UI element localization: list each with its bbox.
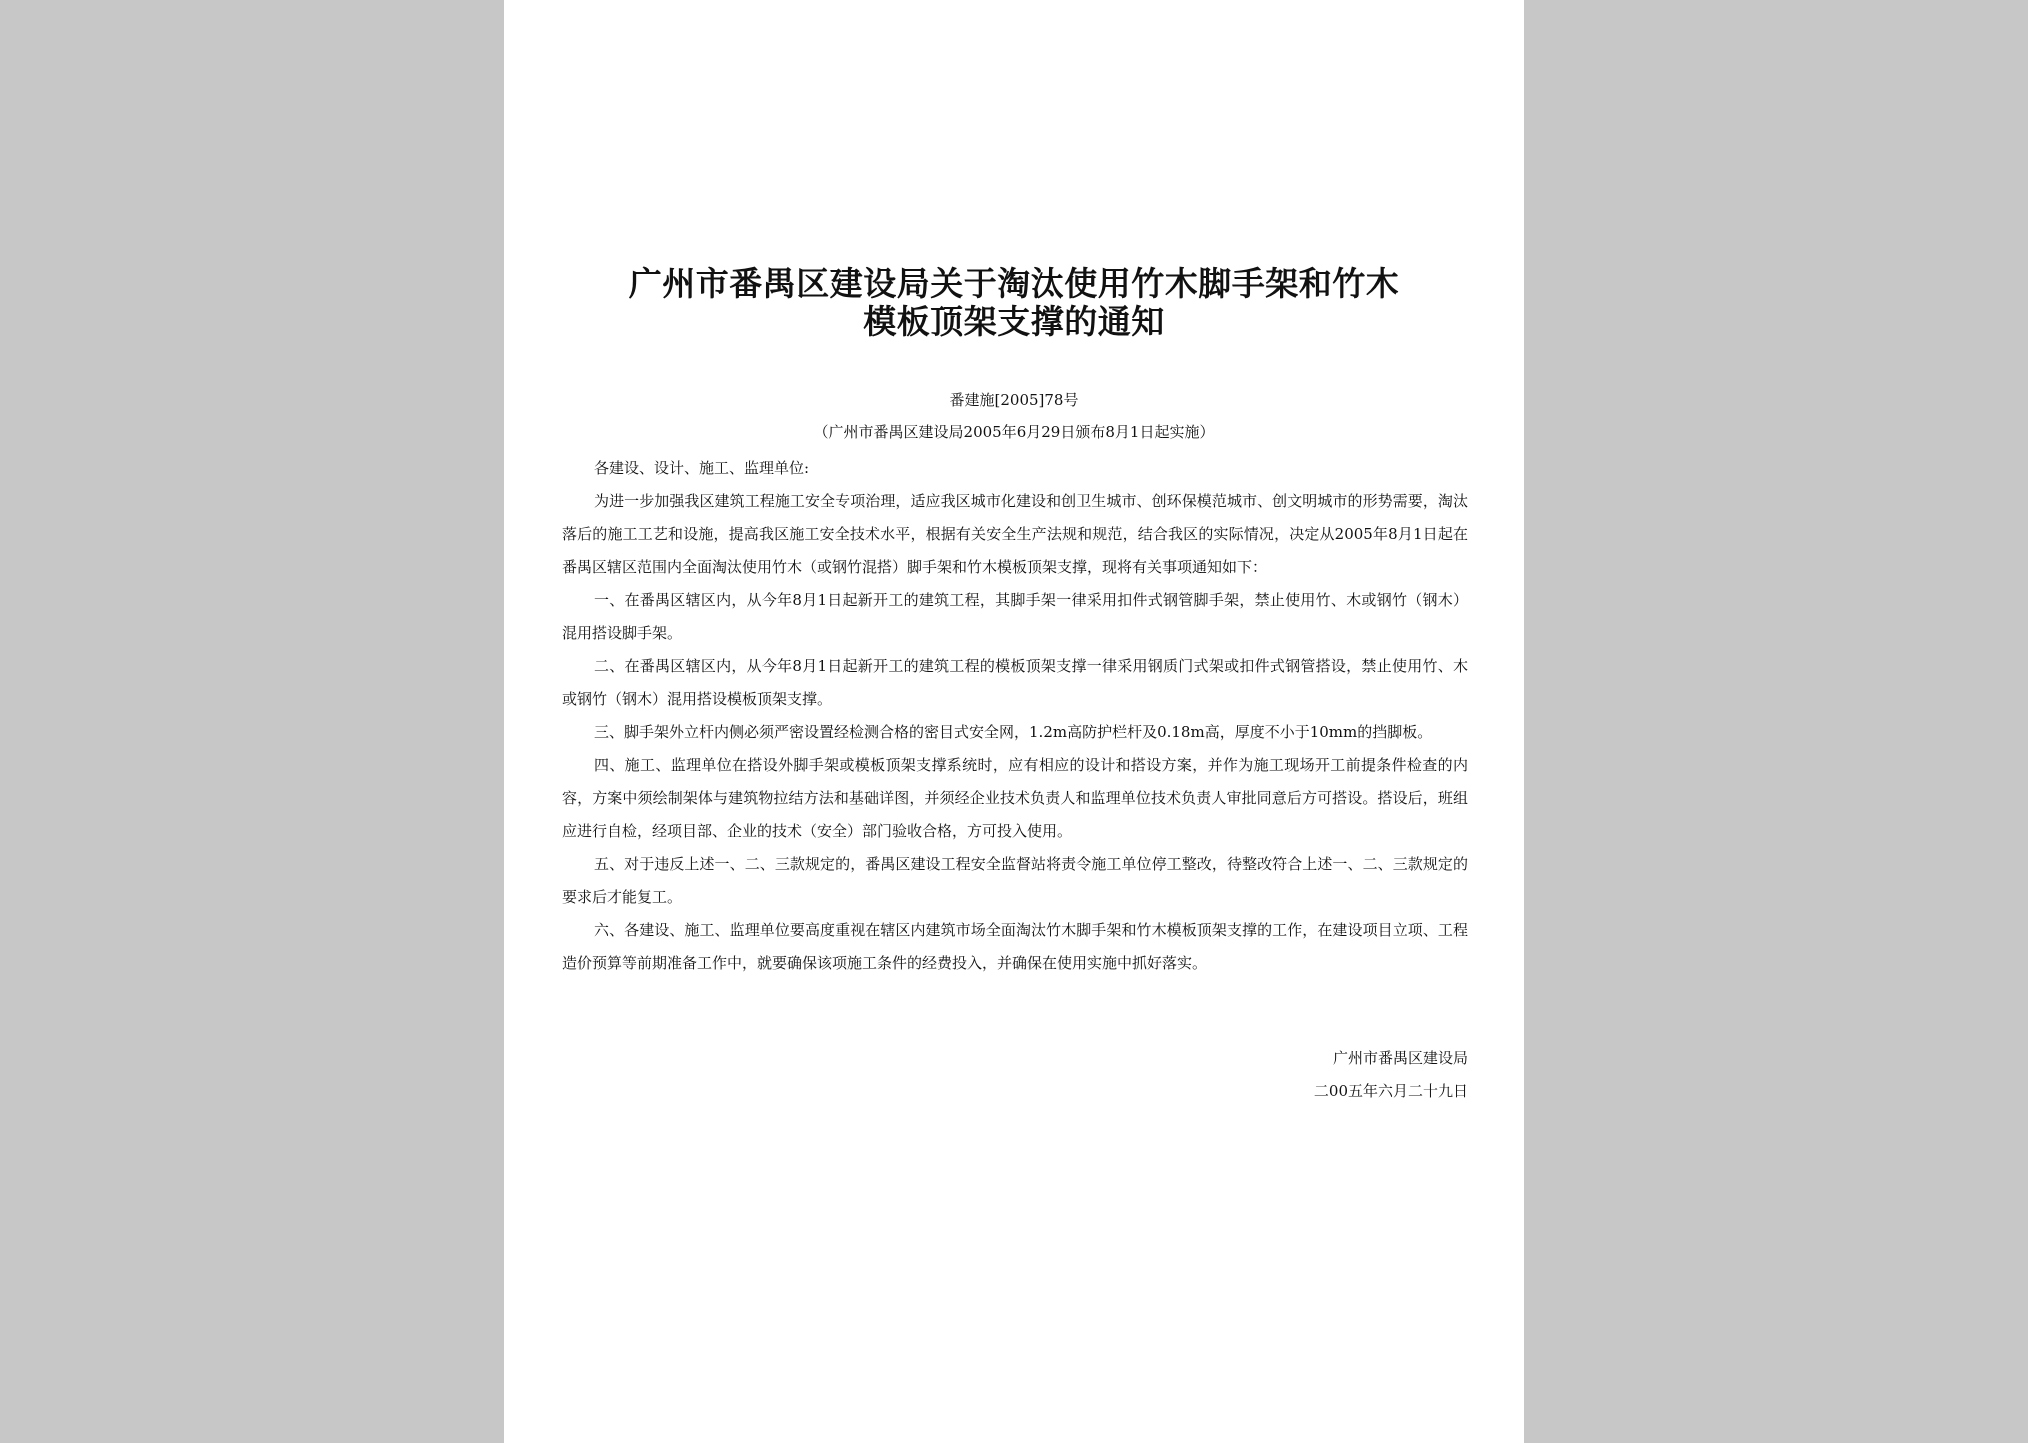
paragraph-item-4: 四、施工、监理单位在搭设外脚手架或模板顶架支撑系统时，应有相应的设计和搭设方案，并作为施工现场开工前提条件检查的内容，方案中须绘制架体与建筑物拉结方法和基础详图，并须经企业技术负责人和监理单位技术负责人审批同意后方可搭设。搭设后，班组应进行自检，经项目部、企业的技术（安全）部门验收合格，方可投入使用。 xyxy=(562,756,1468,840)
signature-date: 二00五年六月二十九日 xyxy=(1313,1082,1468,1100)
issue-note: （广州市番禺区建设局2005年6月29日颁布8月1日起实施） xyxy=(813,423,1215,441)
paragraph-item-2: 二、在番禺区辖区内，从今年8月1日起新开工的建筑工程的模板顶架支撑一律采用钢质门式架或扣件式钢管搭设，禁止使用竹、木或钢竹（钢木）混用搭设模板顶架支撑。 xyxy=(562,657,1468,708)
document-body xyxy=(562,452,1468,980)
paragraph-item-3: 三、脚手架外立杆内侧必须严密设置经检测合格的密目式安全网，1.2m高防护栏杆及0.18m高，厚度不小于10mm的挡脚板。 xyxy=(594,723,1433,741)
paragraph-intro: 为进一步加强我区建筑工程施工安全专项治理，适应我区城市化建设和创卫生城市、创环保模范城市、创文明城市的形势需要，淘汰落后的施工工艺和设施，提高我区施工安全技术水平，根据有关安全生产法规和规范，结合我区的实际情况，决定从2005年8月1日起在番禺区辖区范围内全面淘汰使用竹木（或钢竹混搭）脚手架和竹木模板顶架支撑，现将有关事项通知如下： xyxy=(562,492,1468,576)
paragraph-item-1: 一、在番禺区辖区内，从今年8月1日起新开工的建筑工程，其脚手架一律采用扣件式钢管脚手架，禁止使用竹、木或钢竹（钢木）混用搭设脚手架。 xyxy=(562,591,1468,642)
signature-organization: 广州市番禺区建设局 xyxy=(1332,1049,1468,1067)
salutation: 各建设、设计、施工、监理单位: xyxy=(594,459,810,477)
paragraph-item-6: 六、各建设、施工、监理单位要高度重视在辖区内建筑市场全面淘汰竹木脚手架和竹木模板顶架支撑的工作，在建设项目立项、工程造价预算等前期准备工作中，就要确保该项施工条件的经费投入，并确保在使用实施中抓好落实。 xyxy=(562,921,1468,972)
document-number: 番建施[2005]78号 xyxy=(949,391,1079,409)
document-page xyxy=(504,0,1524,1443)
document-title-line-1: 广州市番禺区建设局关于淘汰使用竹木脚手架和竹木 xyxy=(628,264,1400,303)
document-title-line-2: 模板顶架支撑的通知 xyxy=(863,302,1165,341)
paragraph-item-5: 五、对于违反上述一、二、三款规定的，番禺区建设工程安全监督站将责令施工单位停工整改，待整改符合上述一、二、三款规定的要求后才能复工。 xyxy=(562,855,1468,906)
